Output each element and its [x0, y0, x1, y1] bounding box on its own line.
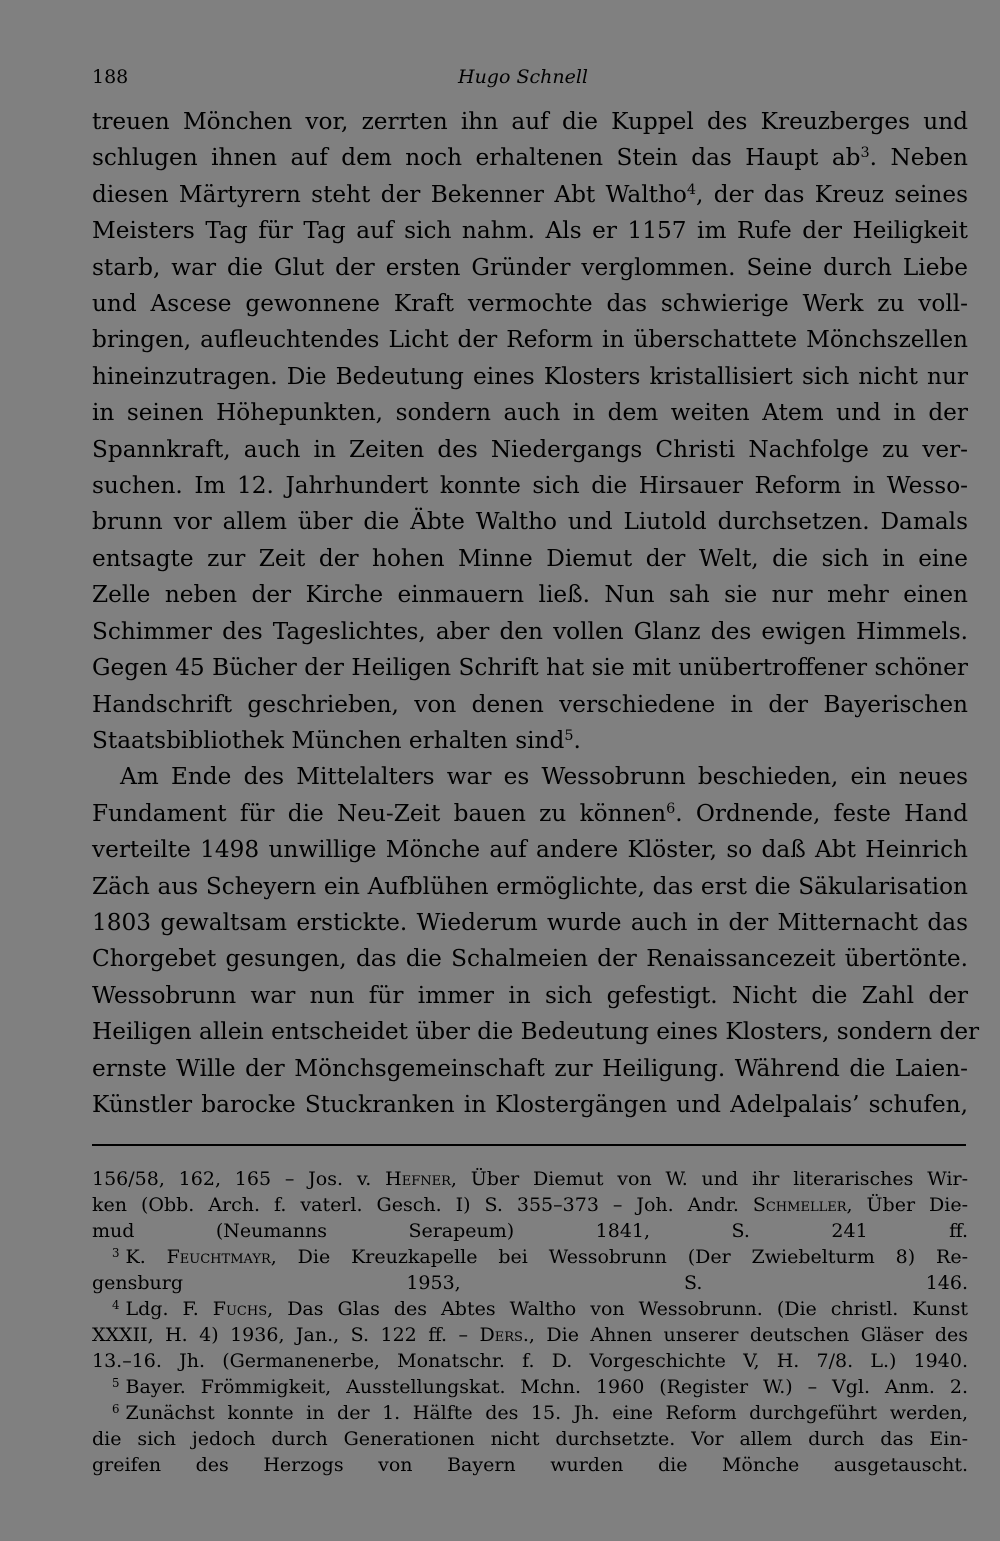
- text-line: Spannkraft, auch in Zeiten des Niedergangs Christi Nachfolge zu ver-: [92, 435, 968, 463]
- text-line: [92, 177, 968, 213]
- author-name: Fuchs: [212, 1298, 268, 1321]
- footnote-5: [92, 1374, 968, 1400]
- footnote-line: die sich jedoch durch Generationen nicht durchsetzte. Vor allem durch das Ein-: [92, 1428, 968, 1451]
- text-segment: Ldg. F.: [125, 1298, 213, 1321]
- text-line: [92, 723, 968, 759]
- footnote-6: [92, 1400, 968, 1478]
- footnote-marker: 4: [112, 1297, 120, 1312]
- footnote-marker: 6: [112, 1401, 120, 1416]
- text-segment: , Über Die-: [846, 1194, 968, 1217]
- text-segment: Staatsbibliothek München erhalten sind: [92, 726, 565, 754]
- footnote-4: [92, 1296, 968, 1374]
- book-page: [92, 60, 980, 1478]
- footnote-line: [92, 1374, 968, 1400]
- running-head: [92, 60, 968, 96]
- text-segment: , Über Diemut von W. und ihr literarisches Wir-: [450, 1168, 968, 1191]
- text-line: in seinen Höhepunkten, sondern auch in dem weiten Atem und in der: [92, 399, 968, 427]
- text-segment: , Das Glas des Abtes Waltho von Wessobrunn. (Die christl. Kunst: [267, 1298, 968, 1321]
- body-text: [92, 104, 980, 1123]
- text-line: Chorgebet gesungen, das die Schalmeien der Renaissancezeit übertönte.: [92, 945, 968, 973]
- footnote-marker: 3: [112, 1245, 120, 1260]
- text-segment: diesen Märtyrern steht der Bekenner Abt Waltho: [92, 180, 687, 208]
- footnote-line: [92, 1400, 968, 1426]
- text-segment: , der das Kreuz seines: [696, 180, 968, 208]
- paragraph-2: [92, 759, 980, 1123]
- footnote-line: 13.–16. Jh. (Germanenerbe, Monatschr. f. D. Vorgeschichte V, H. 7/8. L.) 1940.: [92, 1350, 968, 1373]
- footnote-3: [92, 1244, 968, 1296]
- text-line: Schimmer des Tageslichtes, aber den vollen Glanz des ewigen Himmels.: [92, 617, 968, 645]
- text-segment: Bayer. Frömmigkeit, Ausstellungskat. Mchn. 1960 (Register W.) – Vgl. Anm. 2.: [125, 1376, 968, 1399]
- footnote-ref: 6: [666, 800, 676, 817]
- text-segment: .: [573, 726, 581, 754]
- text-line: [92, 796, 968, 832]
- paragraph-1: [92, 104, 968, 759]
- text-line: 1803 gewaltsam erstickte. Wiederum wurde auch in der Mitternacht das: [92, 908, 968, 936]
- author-name: Feuchtmayr: [166, 1246, 271, 1269]
- footnote-ref: 4: [686, 181, 697, 198]
- text-segment: ., Die Ahnen unserer deutschen Gläser des: [522, 1324, 968, 1347]
- text-segment: Fundament für die Neu-Zeit bauen zu können: [92, 799, 667, 827]
- text-line: entsagte zur Zeit der hohen Minne Diemut der Welt, die sich in eine: [92, 544, 968, 572]
- text-segment: . Ordnende, feste Hand: [675, 799, 968, 827]
- footnote-line: greifen des Herzogs von Bayern wurden die Mönche ausgetauscht.: [92, 1454, 968, 1477]
- text-line: Zäch aus Scheyern ein Aufblühen ermöglichte, das erst die Säkularisation: [92, 872, 968, 900]
- text-line: bringen, aufleuchtendes Licht der Reform in überschattete Mönchszellen: [92, 326, 968, 354]
- text-line: treuen Mönchen vor, zerrten ihn auf die Kuppel des Kreuzberges und: [92, 108, 968, 135]
- text-segment: K.: [125, 1246, 167, 1269]
- footnote-line: mud (Neumanns Serapeum) 1841, S. 241 ff.: [92, 1220, 968, 1243]
- text-segment: ken (Obb. Arch. f. vaterl. Gesch. I) S. 355–373 – Joh. Andr.: [92, 1194, 753, 1217]
- text-line: suchen. Im 12. Jahrhundert konnte sich die Hirsauer Reform in Wesso-: [92, 472, 968, 500]
- footnote-ref: 5: [564, 728, 574, 744]
- footnote-line: [92, 1166, 968, 1192]
- page-number: 188: [92, 66, 129, 88]
- text-line: Gegen 45 Bücher der Heiligen Schrift hat sie mit unübertroffener schöner: [92, 654, 968, 682]
- running-title: Hugo Schnell: [458, 66, 588, 88]
- text-line: Künstler barocke Stuckranken in Klostergängen und Adelpalais’ schufen,: [92, 1090, 968, 1118]
- text-segment: Zunächst konnte in der 1. Hälfte des 15. Jh. eine Reform durchgeführt werden,: [125, 1402, 968, 1425]
- author-name: Schmeller: [752, 1194, 847, 1217]
- text-line: verteilte 1498 unwillige Mönche auf andere Klöster, so daß Abt Heinrich: [92, 836, 968, 864]
- author-name: Hefner: [385, 1168, 451, 1191]
- footnote-line: [92, 1296, 968, 1322]
- footnote-ref: 3: [860, 145, 870, 162]
- text-line: Zelle neben der Kirche einmauern ließ. Nun sah sie nur mehr einen: [92, 581, 968, 609]
- footnote-marker: 5: [112, 1375, 120, 1390]
- footnote-continued: [92, 1166, 968, 1244]
- text-line: Wessobrunn war nun für immer in sich gefestigt. Nicht die Zahl der: [92, 981, 968, 1009]
- text-line: und Ascese gewonnene Kraft vermochte das schwierige Werk zu voll-: [92, 290, 968, 318]
- text-line: [92, 140, 968, 176]
- footnote-line: [92, 1192, 968, 1218]
- text-segment: 156/58, 162, 165 – Jos. v.: [92, 1168, 386, 1191]
- text-line: Meisters Tag für Tag auf sich nahm. Als er 1157 im Rufe der Heiligkeit: [92, 217, 968, 245]
- text-line: brunn vor allem über die Äbte Waltho und Liutold durchsetzen. Damals: [92, 508, 968, 536]
- text-line: ernste Wille der Mönchsgemeinschaft zur Heiligung. Während die Laien-: [92, 1054, 968, 1082]
- footnote-divider: [92, 1144, 966, 1146]
- text-segment: schlugen ihnen auf dem noch erhaltenen Stein das Haupt ab: [92, 144, 861, 172]
- footnote-line: gensburg 1953, S. 146.: [92, 1272, 968, 1295]
- text-line: Am Ende des Mittelalters war es Wessobrunn beschieden, ein neues: [120, 763, 968, 791]
- footnote-line: [92, 1244, 968, 1270]
- footnotes: [92, 1166, 968, 1478]
- text-line: starb, war die Glut der ersten Gründer verglommen. Seine durch Liebe: [92, 253, 968, 281]
- text-line: hineinzutragen. Die Bedeutung eines Klosters kristallisiert sich nicht nur: [92, 362, 968, 390]
- text-line: Heiligen allein entscheidet über die Bedeutung eines Klosters, sondern der: [92, 1018, 980, 1046]
- text-segment: XXXII, H. 4) 1936, Jan., S. 122 ff. –: [92, 1324, 480, 1347]
- text-segment: , Die Kreuzkapelle bei Wessobrunn (Der Zwiebelturm 8) Re-: [270, 1246, 968, 1269]
- text-segment: . Neben: [869, 144, 968, 172]
- author-name: Ders: [479, 1324, 523, 1347]
- footnote-line: [92, 1322, 968, 1348]
- text-line: Handschrift geschrieben, von denen verschiedene in der Bayerischen: [92, 690, 968, 718]
